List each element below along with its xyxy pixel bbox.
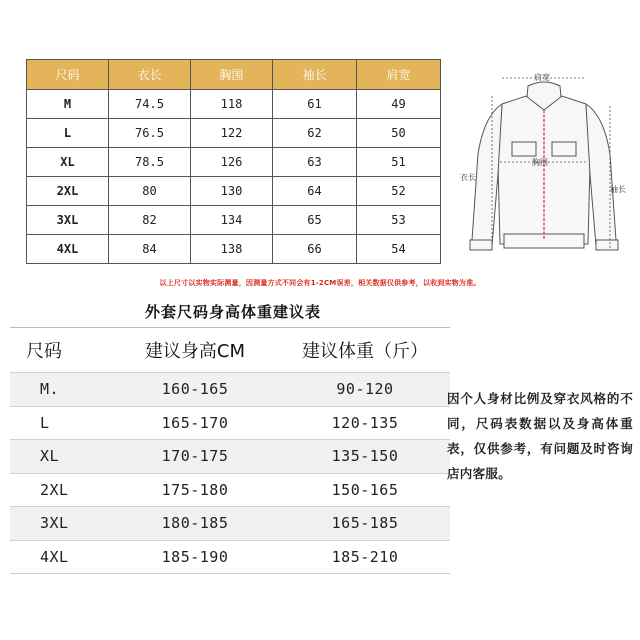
cell-sleeve: 61 [273,90,357,119]
cell-weight: 150-165 [280,473,450,507]
jacket-diagram [458,64,630,276]
header-size: 尺码 [10,328,110,373]
cell-height: 180-185 [110,507,280,541]
cell-size: 4XL [27,235,109,264]
advisory-text: 因个人身材比例及穿衣风格的不同，尺码表数据以及身高体重表，仅供参考，有问题及时咨询店内客服。 [447,391,633,481]
size-chart-header [27,60,441,90]
cell-shoulder: 49 [357,90,441,119]
recommendation-title: 外套尺码身高体重建议表 [144,303,321,321]
cell-chest: 126 [191,148,273,177]
table-row [27,177,441,206]
table-row [10,507,450,541]
table-row [10,440,450,474]
cell-size: 3XL [27,206,109,235]
recommendation-header [10,328,450,373]
table-row [10,373,450,407]
cell-height: 175-180 [110,473,280,507]
cell-length: 80 [109,177,191,206]
recommendation-table [10,327,450,574]
cell-size: XL [10,440,110,474]
cell-size: M. [10,373,110,407]
cell-shoulder: 50 [357,119,441,148]
cell-sleeve: 65 [273,206,357,235]
cell-size: 3XL [10,507,110,541]
length-label: 衣长 [460,173,476,182]
cell-size: L [10,406,110,440]
cell-height: 160-165 [110,373,280,407]
header-size: 尺码 [27,60,109,90]
cell-weight: 185-210 [280,540,450,574]
cell-chest: 134 [191,206,273,235]
cell-chest: 122 [191,119,273,148]
cell-shoulder: 52 [357,177,441,206]
table-row [10,406,450,440]
cell-weight: 135-150 [280,440,450,474]
chest-label: 胸围 [532,158,548,167]
table-row [27,206,441,235]
cell-size: XL [27,148,109,177]
cell-shoulder: 51 [357,148,441,177]
header-shoulder: 肩宽 [357,60,441,90]
cell-shoulder: 54 [357,235,441,264]
cell-sleeve: 62 [273,119,357,148]
cell-size: L [27,119,109,148]
sleeve-label: 袖长 [610,185,626,194]
table-row [10,540,450,574]
table-row [27,119,441,148]
cell-size: 2XL [27,177,109,206]
header-length: 衣长 [109,60,191,90]
size-chart [26,59,441,264]
cell-weight: 90-120 [280,373,450,407]
cell-weight: 120-135 [280,406,450,440]
header-height: 建议身高CM [110,328,280,373]
cell-length: 78.5 [109,148,191,177]
cell-length: 82 [109,206,191,235]
cell-sleeve: 63 [273,148,357,177]
cell-length: 76.5 [109,119,191,148]
header-weight: 建议体重（斤） [280,328,450,373]
table-row [10,473,450,507]
cell-height: 165-170 [110,406,280,440]
cell-sleeve: 66 [273,235,357,264]
cell-sleeve: 64 [273,177,357,206]
shoulder-label: 肩宽 [534,73,550,82]
cell-size: M [27,90,109,119]
measurement-note: 以上尺寸以实物实际测量，因测量方式不同会有1-2CM误差，相关数据仅供参考，以收到实物为准。 [159,279,481,287]
header-chest: 胸围 [191,60,273,90]
table-row [27,148,441,177]
cell-size: 4XL [10,540,110,574]
cell-height: 185-190 [110,540,280,574]
header-sleeve: 袖长 [273,60,357,90]
table-row [27,90,441,119]
cell-chest: 118 [191,90,273,119]
cell-size: 2XL [10,473,110,507]
cell-chest: 130 [191,177,273,206]
cell-chest: 138 [191,235,273,264]
cell-weight: 165-185 [280,507,450,541]
cell-length: 84 [109,235,191,264]
cell-height: 170-175 [110,440,280,474]
table-row [27,235,441,264]
cell-length: 74.5 [109,90,191,119]
cell-shoulder: 53 [357,206,441,235]
